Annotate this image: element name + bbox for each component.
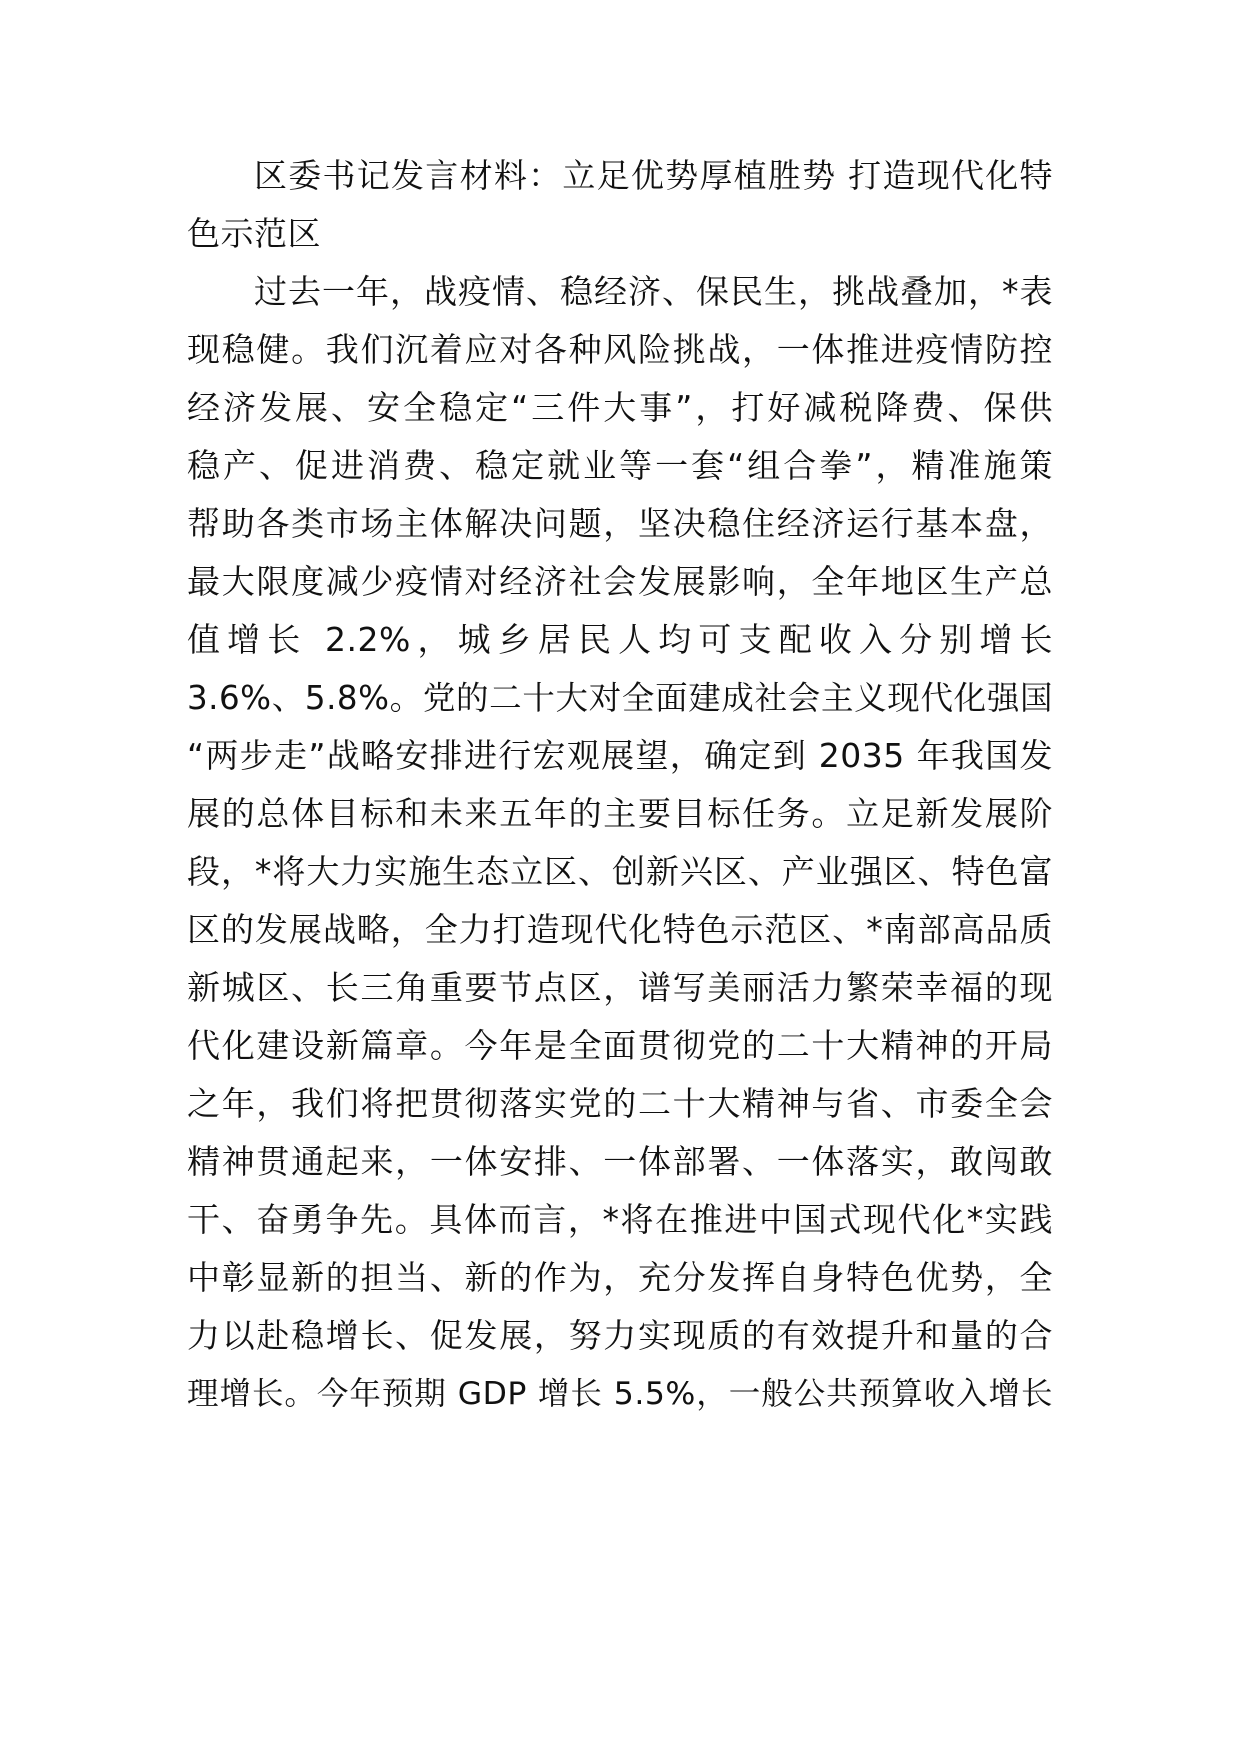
body-line-2: 现稳健。我们沉着应对各种风险挑战，一体推进疫情防控 — [187, 330, 1053, 369]
body-line-8: 3.6%、5.8%。党的二十大对全面建成社会主义现代化强国 — [187, 679, 1053, 717]
body-line-12: 区的发展战略，全力打造现代化特色示范区、*南部高品质 — [187, 910, 1053, 949]
body-line-11: 段，*将大力实施生态立区、创新兴区、产业强区、特色富 — [187, 852, 1053, 891]
body-line-13: 新城区、长三角重要节点区，谱写美丽活力繁荣幸福的现 — [187, 968, 1053, 1007]
body-line-9: “两步走”战略安排进行宏观展望，确定到 2035 年我国发 — [187, 736, 1053, 775]
body-line-1: 过去一年，战疫情、稳经济、保民生，挑战叠加，*表 — [254, 272, 1053, 311]
body-line-6: 最大限度减少疫情对经济社会发展影响，全年地区生产总 — [187, 562, 1053, 601]
title-line-2: 色示范区 — [187, 214, 321, 253]
body-line-19: 力以赴稳增长、促发展，努力实现质的有效提升和量的合 — [187, 1316, 1053, 1355]
body-line-17: 干、奋勇争先。具体而言，*将在推进中国式现代化*实践 — [187, 1200, 1053, 1239]
body-line-3: 经济发展、安全稳定“三件大事”，打好减税降费、保供 — [187, 388, 1053, 427]
body-line-15: 之年，我们将把贯彻落实党的二十大精神与省、市委全会 — [187, 1084, 1053, 1123]
body-line-14: 代化建设新篇章。今年是全面贯彻党的二十大精神的开局 — [187, 1026, 1053, 1065]
body-line-4: 稳产、促进消费、稳定就业等一套“组合拳”，精准施策 — [187, 446, 1053, 485]
body-line-20: 理增长。今年预期 GDP 增长 5.5%，一般公共预算收入增长 — [187, 1376, 1053, 1412]
body-line-5: 帮助各类市场主体解决问题，坚决稳住经济运行基本盘， — [187, 504, 1053, 543]
body-line-16: 精神贯通起来，一体安排、一体部署、一体落实，敢闯敢 — [187, 1142, 1053, 1181]
title-line-1: 区委书记发言材料：立足优势厚植胜势 打造现代化特 — [254, 156, 1053, 195]
body-line-10: 展的总体目标和未来五年的主要目标任务。立足新发展阶 — [187, 794, 1053, 833]
body-line-7: 值增长 2.2%，城乡居民人均可支配收入分别增长 — [187, 620, 1053, 659]
body-line-18: 中彰显新的担当、新的作为，充分发挥自身特色优势，全 — [187, 1258, 1053, 1297]
